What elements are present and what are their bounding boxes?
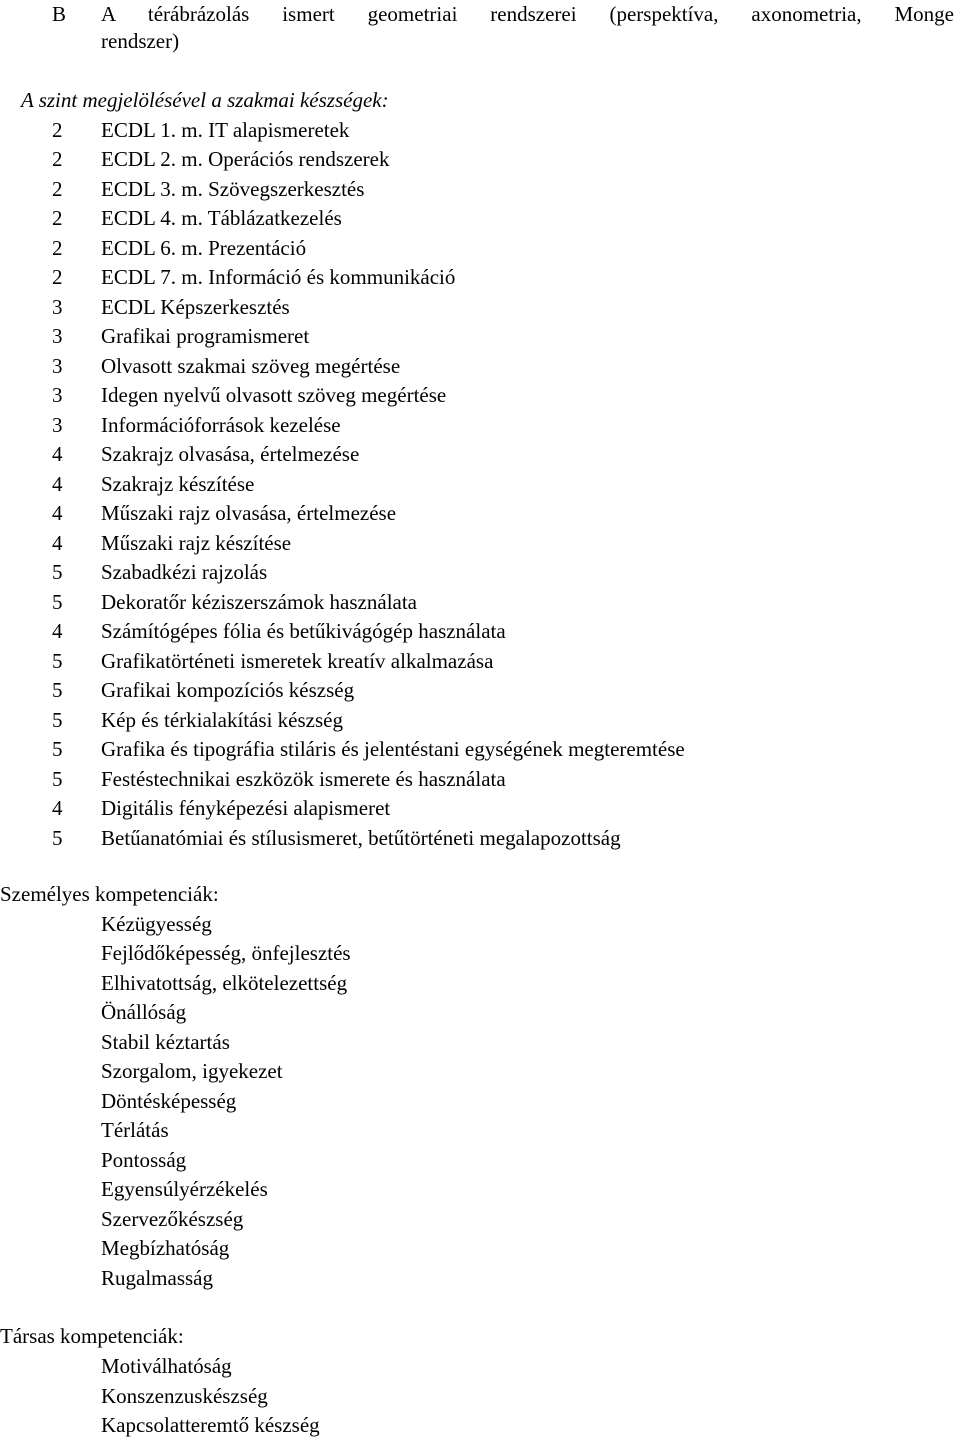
skill-text: Grafika és tipográfia stiláris és jelentéstani egységének megteremtése — [101, 737, 685, 761]
skill-level: 2 — [52, 117, 63, 142]
skill-text: ECDL 2. m. Operációs rendszerek — [101, 147, 390, 171]
skill-text: ECDL Képszerkesztés — [101, 294, 290, 319]
competency-text: Fejlődőképesség, önfejlesztés — [101, 941, 351, 965]
skill-text: ECDL 4. m. Táblázatkezelés — [101, 206, 342, 230]
item-b-line1 — [0, 0, 960, 30]
skill-text: ECDL 3. m. Szövegszerkesztés — [101, 176, 365, 201]
skill-text: Festéstechnikai eszközök ismerete és használata — [101, 766, 506, 791]
skill-level: 2 — [52, 265, 63, 289]
competency-text: Önállóság — [101, 1000, 187, 1024]
competency-text: Térlátás — [101, 1118, 169, 1142]
skill-level: 4 — [52, 619, 63, 643]
competency-text: Kézügyesség — [101, 911, 212, 936]
skill-text: Szabadkézi rajzolás — [101, 560, 268, 584]
item-text-line1: A térábrázolás ismert geometriai rendszerei (perspektíva, axonometria, Monge — [101, 2, 954, 26]
skill-level: 5 — [52, 560, 63, 584]
skill-level: 5 — [52, 707, 63, 732]
competency-text: Motiválhatóság — [101, 1354, 232, 1378]
competency-text: Stabil kéztartás — [101, 1029, 230, 1054]
skill-text: Szakrajz olvasása, értelmezése — [101, 442, 360, 466]
competency-text: Szervezőkészség — [101, 1206, 244, 1231]
skill-level: 2 — [52, 235, 63, 260]
skill-level: 5 — [52, 766, 63, 791]
skill-text: Digitális fényképezési alapismeret — [101, 796, 391, 820]
skill-text: Számítógépes fólia és betűkivágógép használata — [101, 619, 506, 643]
skill-text: Olvasott szakmai szöveg megértése — [101, 353, 401, 378]
competency-text: Megbízhatóság — [101, 1236, 230, 1260]
skill-level: 5 — [52, 589, 63, 614]
competency-text: Elhivatottság, elkötelezettség — [101, 970, 348, 995]
skill-text: Idegen nyelvű olvasott szöveg megértése — [101, 383, 447, 407]
skill-level: 2 — [52, 206, 63, 230]
skill-text: Grafikatörténeti ismeretek kreatív alkalmazása — [101, 648, 494, 673]
skill-level: 3 — [52, 383, 63, 407]
skill-text: Információforrások kezelése — [101, 412, 341, 437]
skill-text: Grafikai kompozíciós készség — [101, 678, 355, 702]
competency-text: Pontosság — [101, 1147, 187, 1172]
skill-text: Műszaki rajz készítése — [101, 530, 292, 555]
competency-text: Kapcsolatteremtő készség — [101, 1413, 320, 1437]
skill-level: 4 — [52, 530, 63, 555]
skill-level: 4 — [52, 501, 63, 525]
skill-text: Műszaki rajz olvasása, értelmezése — [101, 501, 397, 525]
skill-level: 3 — [52, 412, 63, 437]
skill-level: 2 — [52, 176, 63, 201]
competency-text: Döntésképesség — [101, 1088, 237, 1113]
skill-text: ECDL 6. m. Prezentáció — [101, 235, 307, 260]
skill-level: 4 — [52, 442, 63, 466]
skill-text: Szakrajz készítése — [101, 471, 255, 496]
competency-text: Szorgalom, igyekezet — [101, 1059, 283, 1083]
skill-level: 3 — [52, 294, 63, 319]
skill-text: ECDL 1. m. IT alapismeretek — [101, 117, 350, 142]
skill-level: 5 — [52, 737, 63, 761]
competency-text: Konszenzuskészség — [101, 1383, 268, 1408]
skill-level: 4 — [52, 471, 63, 496]
skill-text: ECDL 7. m. Információ és kommunikáció — [101, 265, 456, 289]
competency-text: Rugalmasság — [101, 1265, 213, 1290]
skill-level: 3 — [52, 324, 63, 348]
skill-text: Dekoratőr kéziszerszámok használata — [101, 589, 418, 614]
skill-level: 2 — [52, 147, 63, 171]
skill-level: 5 — [52, 825, 63, 850]
item-letter: B — [52, 2, 67, 26]
skill-level: 4 — [52, 796, 63, 820]
skill-text: Betűanatómiai és stílusismeret, betűtörténeti megalapozottság — [101, 825, 621, 850]
item-text-line2: rendszer) — [101, 29, 180, 53]
competency-text: Egyensúlyérzékelés — [101, 1177, 268, 1201]
skill-text: Grafikai programismeret — [101, 324, 310, 348]
skill-level: 5 — [52, 678, 63, 702]
skill-level: 5 — [52, 648, 63, 673]
skill-level: 3 — [52, 353, 63, 378]
skill-text: Kép és térkialakítási készség — [101, 707, 343, 732]
